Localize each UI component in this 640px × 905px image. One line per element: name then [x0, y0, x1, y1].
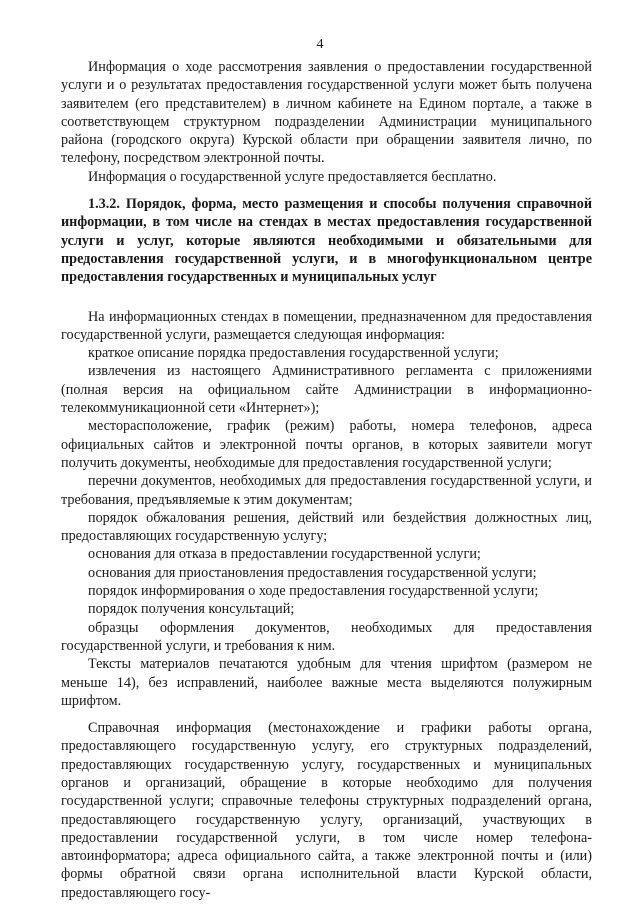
font-note-paragraph: Тексты материалов печатаются удобным для чтения шрифтом (размером не меньше 14), без исправлений, наиболее важные места выделяются полужирным шрифтом.	[61, 656, 592, 709]
page-number: 4	[316, 37, 324, 52]
stand-list-item: краткое описание порядка предоставления государственной услуги;	[88, 345, 499, 362]
stand-list-item: порядок информирования о ходе предоставления государственной услуги;	[88, 583, 539, 600]
stand-list-item: порядок получения консультаций;	[88, 601, 295, 618]
reference-info-paragraph: Справочная информация (местонахождение и графики работы органа, предоставляющего государственную услугу, его структурных подразделений, предоставляющих государственную услугу, государственных и муниципальных органов и организаций, обращение в которые необходимо для получения государственной услуги; справочные телефоны структурных подразделений органа, предоставляющего государственную услугу, организаций, участвующих в предоставлении государственной услуги, в том числе номер телефона-автоинформатора; адреса официального сайта, а также электронной почты и (или) формы обратной связи органа исполнительной власти Курской области, предоставляющего госу-	[61, 720, 592, 901]
stand-list-item: образцы оформления документов, необходимых для предоставления государственной услуги, и требования к ним.	[61, 619, 592, 654]
intro-paragraph-status-info: Информация о ходе рассмотрения заявления о предоставлении государственной услуги и о результатах предоставления государственной услуги может быть получена заявителем (его представителем) в личном кабинете на Едином портале, а также в соответствующем структурном подразделении Администрации муниципального района (городского округа) Курской области при обращении заявителя лично, по телефону, посредством электронной почты.	[61, 59, 592, 167]
intro-paragraph-free-service: Информация о государственной услуге предоставляется бесплатно.	[88, 168, 497, 185]
stand-list-item: извлечения из настоящего Административного регламента с приложениями (полная версия на официальном сайте Администрации в информационно-телекоммуникационной сети «Интернет»);	[61, 363, 592, 417]
spacer	[61, 186, 592, 195]
section-heading: 1.3.2. Порядок, форма, место размещения и способы получения справочной информации, в том числе на стендах в местах предоставления государственной услуги и услуг, которые являются необходимыми и обязательными для предоставления государственной услуги, и в многофункциональном центре предоставления государственных и муниципальных услуг	[61, 196, 592, 286]
stand-list-item: основания для приостановления предоставления государственной услуги;	[88, 564, 537, 581]
spacer	[61, 710, 592, 719]
spacer	[61, 299, 592, 308]
stand-list-item: основания для отказа в предоставлении государственной услуги;	[88, 546, 481, 563]
stand-list-item: месторасположение, график (режим) работы, номера телефонов, адреса официальных сайтов и электронной почты органов, в которых заявители могут получить документы, необходимые для предоставления государственной услуги;	[61, 418, 592, 471]
spacer	[61, 287, 592, 299]
page-body	[61, 58, 592, 902]
stand-intro-paragraph: На информационных стендах в помещении, предназначенном для предоставления государственной услуги, размещается следующая информация:	[61, 308, 592, 343]
stand-list-item: перечни документов, необходимых для предоставления государственной услуги, и требования, предъявляемые к этим документам;	[61, 473, 592, 508]
stand-list-item: порядок обжалования решения, действий или бездействия должностных лиц, предоставляющих государственную услугу;	[61, 509, 592, 545]
